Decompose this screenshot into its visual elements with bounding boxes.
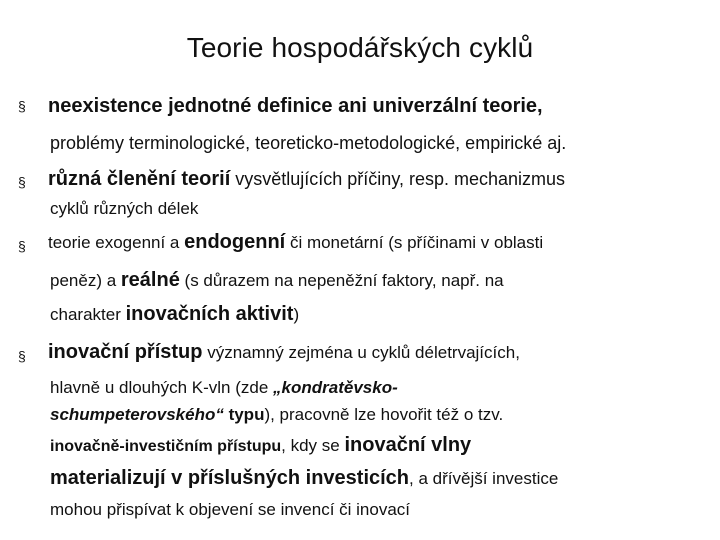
- bullet-1-line-1: neexistence jednotné definice ani univerzální teorie,: [48, 95, 543, 117]
- term-realne: reálné: [120, 269, 180, 291]
- bullet-icon: §: [18, 238, 26, 254]
- slide-title: Teorie hospodářských cyklů: [186, 32, 534, 63]
- term-endogenni: endogenní: [184, 231, 286, 253]
- term-inovacni-vlny: inovační vlny: [344, 434, 472, 456]
- bullet-icon: §: [18, 348, 26, 364]
- bullet-4-line-2: hlavně u dlouhých K-vln (zde „kondratěvsko-: [50, 378, 398, 397]
- bullet-4-line-6: mohou přispívat k objevení se invencí či inovací: [50, 500, 411, 519]
- bullet-2-text: vysvětlujících příčiny, resp. mechanizmus: [230, 169, 566, 189]
- bullet-4-line-3: schumpeterovského“ typu), pracovně lze hovořit též o tzv.: [50, 405, 504, 424]
- term-inovacni-aktivity: inovačních aktivit: [125, 303, 294, 325]
- term-inovacne-investicni: inovačně-investičním přístupu: [50, 438, 282, 455]
- bullet-icon: §: [18, 174, 26, 190]
- term-kondratevsko: „kondratěvsko-: [273, 378, 398, 397]
- bullet-3-line-2: peněz) a reálné (s důrazem na nepeněžní faktory, např. na: [50, 269, 504, 291]
- term-inovacni-pristup: inovační přístup: [48, 341, 203, 363]
- bullet-4-line-4: inovačně-investičním přístupu, kdy se inovační vlny: [50, 434, 472, 456]
- bullet-2-line-1: [48, 168, 565, 191]
- term-materializuji: materializují v příslušných investicích: [50, 467, 410, 489]
- bullet-4-line-1: inovační přístup významný zejména u cyklů déletrvajících,: [48, 341, 520, 363]
- bullet-icon: §: [18, 98, 26, 114]
- bullet-1-line-2: problémy terminologické, teoreticko-metodologické, empirické aj.: [50, 133, 567, 153]
- bullet-3-line-3: charakter inovačních aktivit): [50, 303, 300, 325]
- bullet-3-line-1: teorie exogenní a endogenní či monetární (s příčinami v oblasti: [48, 231, 544, 253]
- bullet-4-line-5: materializují v příslušných investicích, a dřívější investice: [50, 467, 559, 489]
- term-schumpeterovskeho: schumpeterovského“: [50, 405, 224, 424]
- bullet-2-line-2: cyklů různých délek: [50, 199, 199, 218]
- bullet-2-bold-text: různá členění teorií: [48, 168, 231, 190]
